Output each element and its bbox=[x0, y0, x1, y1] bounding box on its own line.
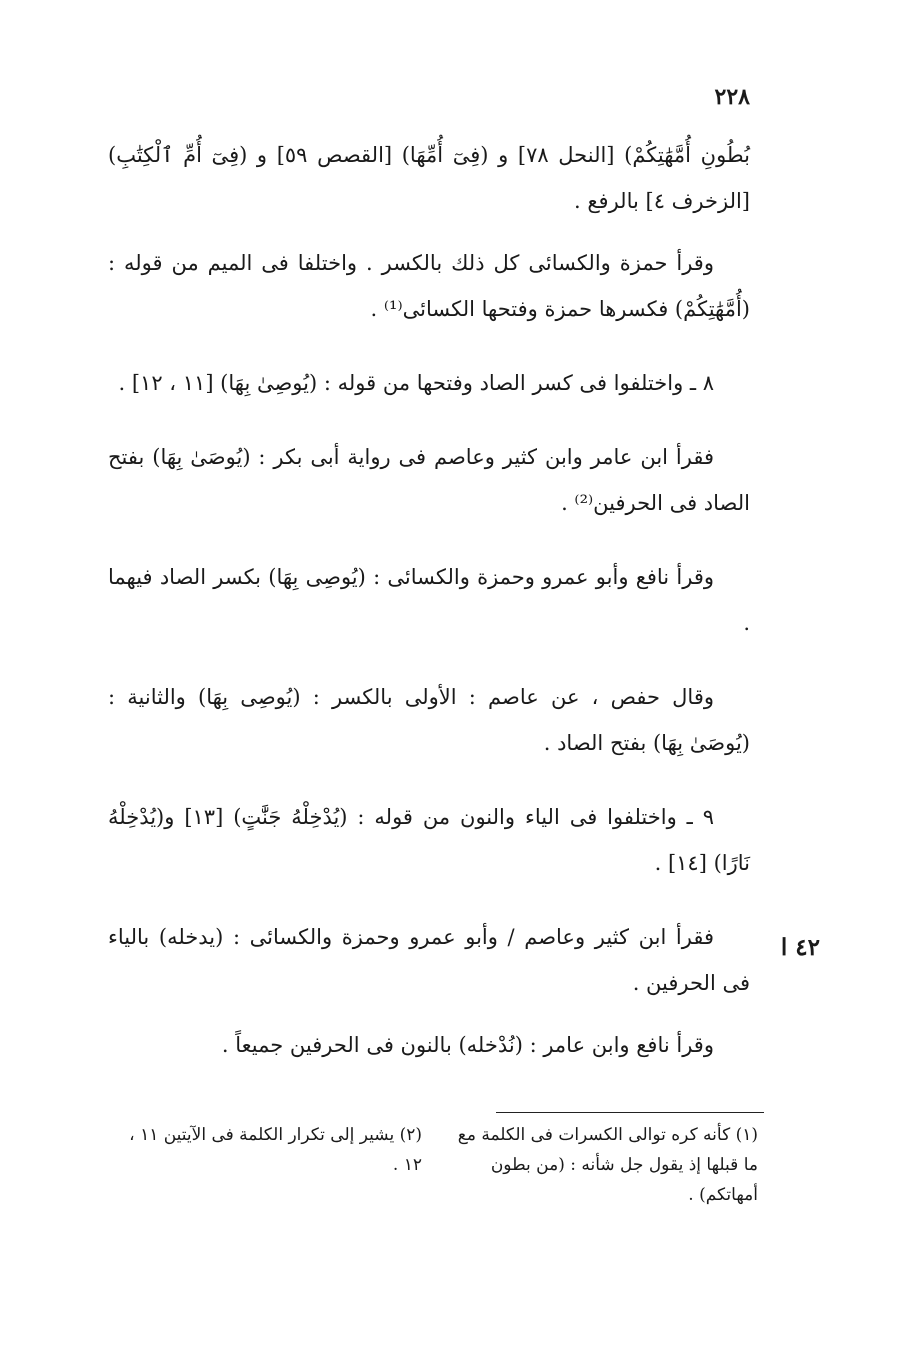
footnote-separator bbox=[496, 1112, 764, 1113]
footnote-2: (٢) يشير إلى تكرار الكلمة فى الآيتين ١١ ، ١٢ . bbox=[129, 1125, 422, 1175]
paragraph-7: ٩ ـ واختلفوا فى الياء والنون من قوله : (يُدْخِلْهُ جَنَّٰتٍ) [١٣] و(يُدْخِلْهُ نَارًا) [١٤] . bbox=[108, 805, 750, 875]
paragraph-3: ٨ ـ واختلفوا فى كسر الصاد وفتحها من قوله : (يُوصِىٰ بِهَا) [١١ ، ١٢] . bbox=[118, 371, 714, 395]
paragraph-9: وقرأ نافع وابن عامر : (نُدْخله) بالنون فى الحرفين جميعاً . bbox=[221, 1033, 714, 1057]
paragraph-2: وقرأ حمزة والكسائى كل ذلك بالكسر . واختلفا فى الميم من قوله : (أُمَّهَٰتِكُمْ) فكسرها حمزة وفتحها الكسائى⁽¹⁾ . bbox=[108, 251, 750, 321]
paragraph-1: بُطُونِ أُمَّهَٰتِكُمْ) [النحل ٧٨] و (فِىٓ أُمِّهَا) [القصص ٥٩] و (فِىٓ أُمِّ ٱلْكِتَٰبِ) [الزخرف ٤] بالرفع . bbox=[108, 143, 750, 213]
paragraph-4: فقرأ ابن عامر وابن كثير وعاصم فى رواية أبى بكر : (يُوصَىٰ بِهَا) بفتح الصاد فى الحرفين⁽²⁾ . bbox=[108, 445, 750, 515]
footnote-1: (١) كأنه كره توالى الكسرات فى الكلمة مع ما قبلها إذ يقول جل شأنه : (من بطون أمهاتكم) . bbox=[457, 1125, 758, 1205]
page-number: ٢٢٨ bbox=[714, 84, 750, 110]
margin-folio-mark: ٤٢ ا bbox=[780, 934, 820, 961]
paragraph-8: فقرأ ابن كثير وعاصم / وأبو عمرو وحمزة والكسائى : (يدخله) بالياء فى الحرفين . bbox=[108, 925, 750, 995]
main-text bbox=[108, 132, 750, 1096]
paragraph-5: وقرأ نافع وأبو عمرو وحمزة والكسائى : (يُوصِى بِهَا) بكسر الصاد فيهما . bbox=[108, 565, 750, 635]
footnotes bbox=[108, 1120, 758, 1210]
paragraph-6: وقال حفص ، عن عاصم : الأولى بالكسر : (يُوصِى بِهَا) والثانية : (يُوصَىٰ بِهَا) بفتح الصاد . bbox=[108, 685, 750, 755]
